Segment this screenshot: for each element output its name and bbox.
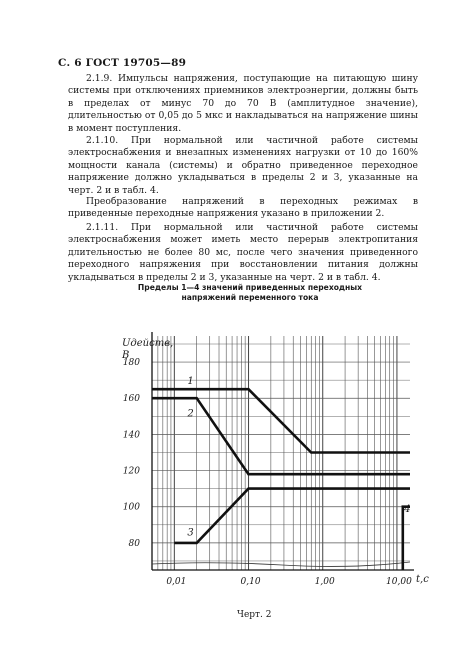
figure-caption: Черт. 2	[237, 610, 272, 620]
x-tick-label: 10,00	[386, 577, 412, 587]
series-label-3: 3	[187, 527, 194, 539]
paragraph-2-1-10: 2.1.10. При нормальной или частичной работе системы электроснабжения и внезапных изменениях нагрузки от 10 до 160% мощности канала (системы) и обратно приведенное переходное напряжение должно укладываться в пределы 2 и 3, указанные на черт. 2 и в табл. 4.	[68, 135, 418, 196]
series-line-4	[403, 507, 410, 570]
y-tick-label: 160	[122, 394, 140, 405]
chart-title-line-2: напряжений переменного тока	[181, 293, 319, 302]
y-tick-label: 140	[122, 430, 140, 441]
chart-container	[100, 308, 430, 608]
x-axis-label: t,c	[416, 574, 429, 585]
x-tick-label: 0,01	[166, 577, 187, 587]
paragraph-transformation: Преобразование напряжений в переходных режимах в приведенные переходные напряжения указано в приложении 2.	[68, 196, 418, 220]
series-label-4: 4	[404, 504, 411, 516]
paragraph-2-1-11: 2.1.11. При нормальной или частичной работе системы электроснабжения может иметь место перерыв электропитания длительностью не более 80 мс, после чего значения приведенного переходного напряжения при восстановлении питания должны укладываться в пределы 2 и 3, указанные на черт. 2 и в табл. 4.	[68, 222, 418, 283]
series-label-2: 2	[187, 408, 194, 420]
page-header: С. 6 ГОСТ 19705—89	[58, 57, 187, 69]
chart-title	[110, 283, 390, 303]
y-axis-label: Uдейств,	[122, 338, 174, 349]
y-tick-label: 80	[128, 538, 140, 549]
limits-chart	[100, 308, 430, 608]
y-tick-label: 100	[122, 502, 140, 513]
y-axis-unit: В	[122, 350, 130, 361]
series-label-1: 1	[187, 375, 194, 387]
x-tick-label: 1,00	[314, 577, 335, 587]
chart-title-line-1: Пределы 1—4 значений приведенных переходных	[137, 283, 363, 292]
x-tick-label: 0,10	[240, 577, 261, 587]
paragraph-2-1-9: 2.1.9. Импульсы напряжения, поступающие на питающую шину системы при отключениях приемников электроэнергии, должны быть в пределах от минус 70 до 70 В (амплитудное значение), длительностью от 0,05 до 5 мкс и накладываться на напряжение шины в момент поступления.	[68, 73, 418, 134]
axis-break-line	[152, 562, 410, 566]
y-tick-label: 180	[122, 358, 140, 369]
y-tick-label: 120	[122, 466, 140, 477]
